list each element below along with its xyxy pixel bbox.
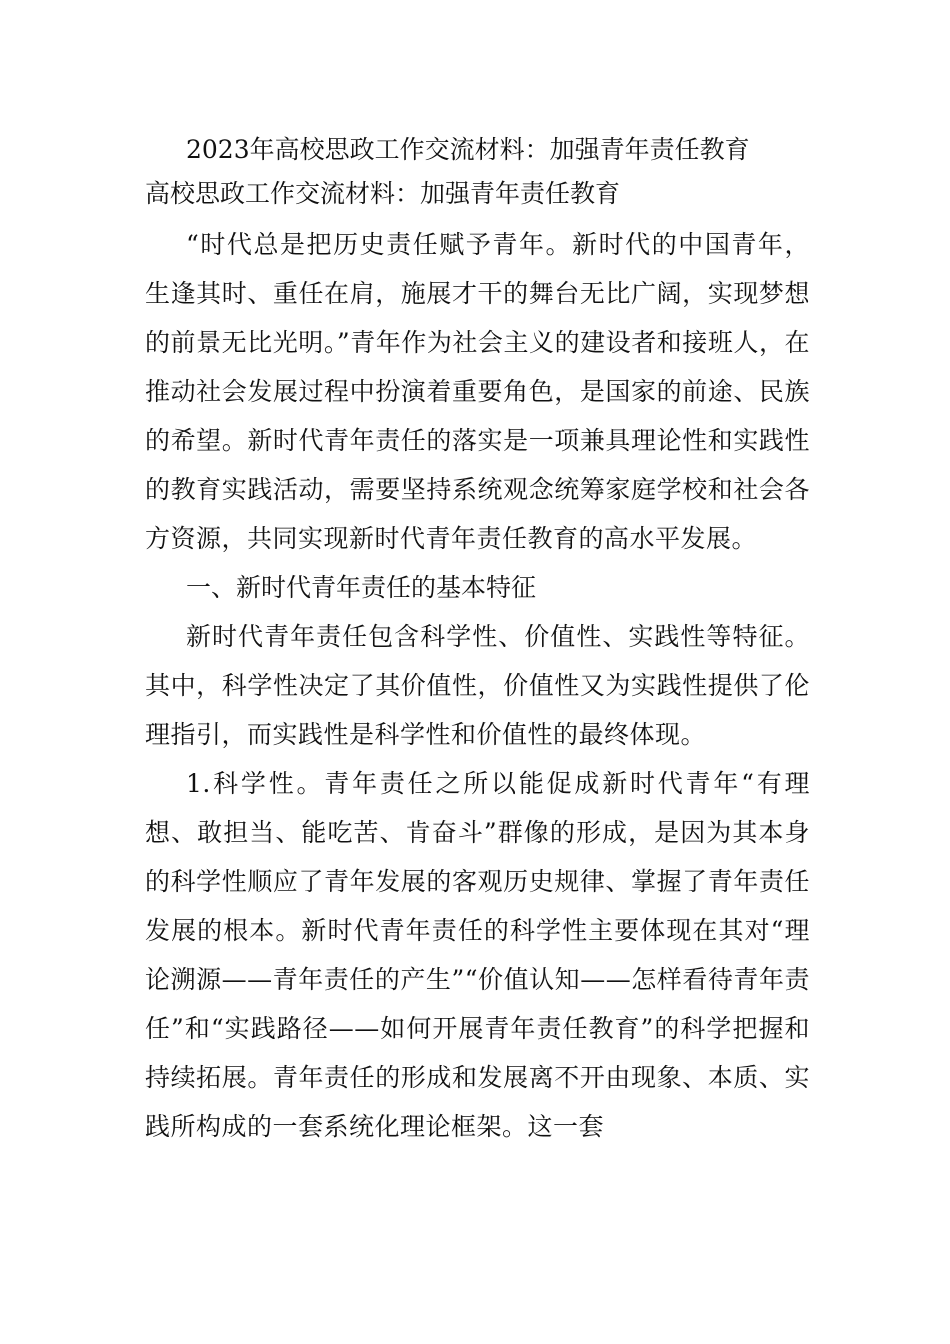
intro-paragraph: “时代总是把历史责任赋予青年。新时代的中国青年，生逢其时、重任在肩，施展才干的舞台无比广阔，实现梦想的前景无比光明。”青年作为社会主义的建设者和接班人，在推动社会发展过程中扮演着重要角色，是国家的前途、民族的希望。新时代青年责任的落实是一项兼具理论性和实践性的教育实践活动，需要坚持系统观念统筹家庭学校和社会各方资源，共同实现新时代青年责任教育的高水平发展。: [145, 230, 810, 553]
document-body: [145, 128, 810, 1151]
document-subtitle: 高校思政工作交流材料：加强青年责任教育: [145, 179, 621, 208]
document-title: 2023年高校思政工作交流材料：加强青年责任教育: [186, 135, 750, 164]
point-paragraph: 1.科学性。青年责任之所以能促成新时代青年“有理想、敢担当、能吃苦、肯奋斗”群像的形成，是因为其本身的科学性顺应了青年发展的客观历史规律、掌握了青年责任发展的根本。新时代青年责任的科学性主要体现在其对“理论溯源——青年责任的产生”“价值认知——怎样看待青年责任”和“实践路径——如何开展青年责任教育”的科学把握和持续拓展。青年责任的形成和发展离不开由现象、本质、实践所构成的一套系统化理论框架。这一套: [145, 769, 810, 1141]
section-paragraph: 新时代青年责任包含科学性、价值性、实践性等特征。其中，科学性决定了其价值性，价值性又为实践性提供了伦理指引，而实践性是科学性和价值性的最终体现。: [145, 622, 810, 749]
section-heading: 一、新时代青年责任的基本特征: [186, 573, 537, 602]
